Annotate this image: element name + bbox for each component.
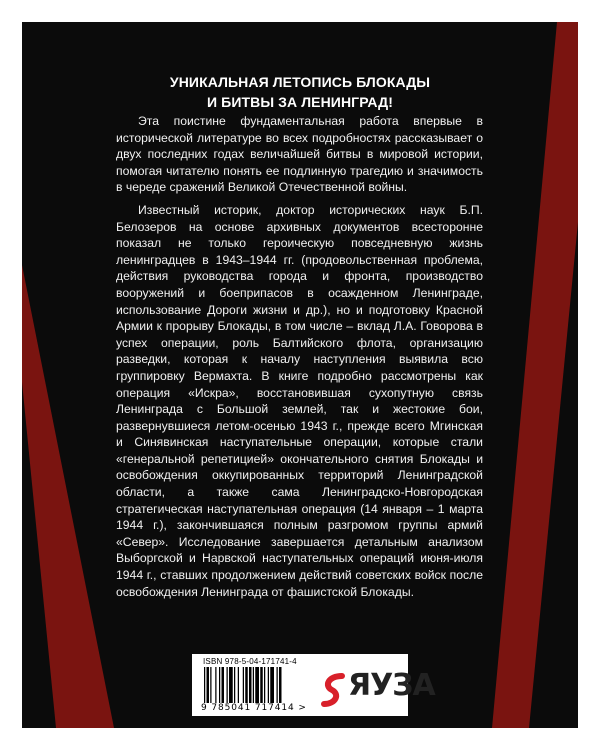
annotation-text bbox=[116, 113, 483, 606]
isbn-label: ISBN 978-5-04-171741-4 bbox=[203, 657, 297, 666]
paragraph-1: Эта поистине фундаментальная работа впервые в исторической литературе во всех подробностях рассказывает о двух последних годах величайшей битвы в мировой истории, помогая читателю понять ее подлинную трагедию и значимость в череде сражений Великой Отечественной войны. bbox=[116, 114, 483, 195]
yauza-swirl-icon bbox=[320, 672, 348, 708]
barcode-panel bbox=[192, 654, 435, 716]
headline bbox=[22, 72, 578, 112]
barcode-digits: 9 785041 717414 > bbox=[201, 703, 307, 713]
headline-line-1: УНИКАЛЬНАЯ ЛЕТОПИСЬ БЛОКАДЫ bbox=[169, 74, 431, 90]
left-red-stripe bbox=[22, 265, 114, 728]
headline-line-2: И БИТВЫ ЗА ЛЕНИНГРАД! bbox=[207, 94, 393, 110]
back-cover bbox=[22, 22, 578, 728]
publisher-logo bbox=[320, 662, 435, 712]
publisher-logo-text: ЯУЗА bbox=[348, 668, 435, 703]
paragraph-2: Известный историк, доктор исторических наук Б.П. Белозеров на основе архивных документов всесторонне показал не только героическую повседневную жизнь ленинградцев в 1943–1944 гг. (продовольственная проблема, действия руководства города и фронта, производство вооружений и боеприпасов в осажденном Ленинграде, использование Дороги жизни и др.), но и подготовку Красной Армии к прорыву Блокады, в том числе – вклад Л.А. Говорова в успех операции, роль Балтийского флота, организацию разведки, которая к началу наступления выявила всю группировку Вермахта. В книге подробно рассмотрены как операция «Искра», восстановившая сухопутную связь Ленинграда с Большой землей, так и жестокие бои, развернувшиеся летом-осенью 1943 г., прежде всего Мгинская и Синявинская наступательные операции, которые стали «генеральной репетицией» окончательного снятия Блокады и освобождения оккупированных территорий Ленинградской области, а также сама Ленинградско-Новгородская стратегическая наступательная операция (14 января – 1 марта 1944 г.), закончившаяся полным разгромом группы армий «Север». Исследование завершается детальным анализом Выборгской и Нарвской наступательных операций июня-июля 1944 г., ставших продолжением действий советских войск после освобождения Ленинграда от фашистской Блокады. bbox=[116, 202, 483, 599]
right-red-stripe bbox=[492, 22, 578, 728]
barcode-icon bbox=[204, 667, 308, 703]
